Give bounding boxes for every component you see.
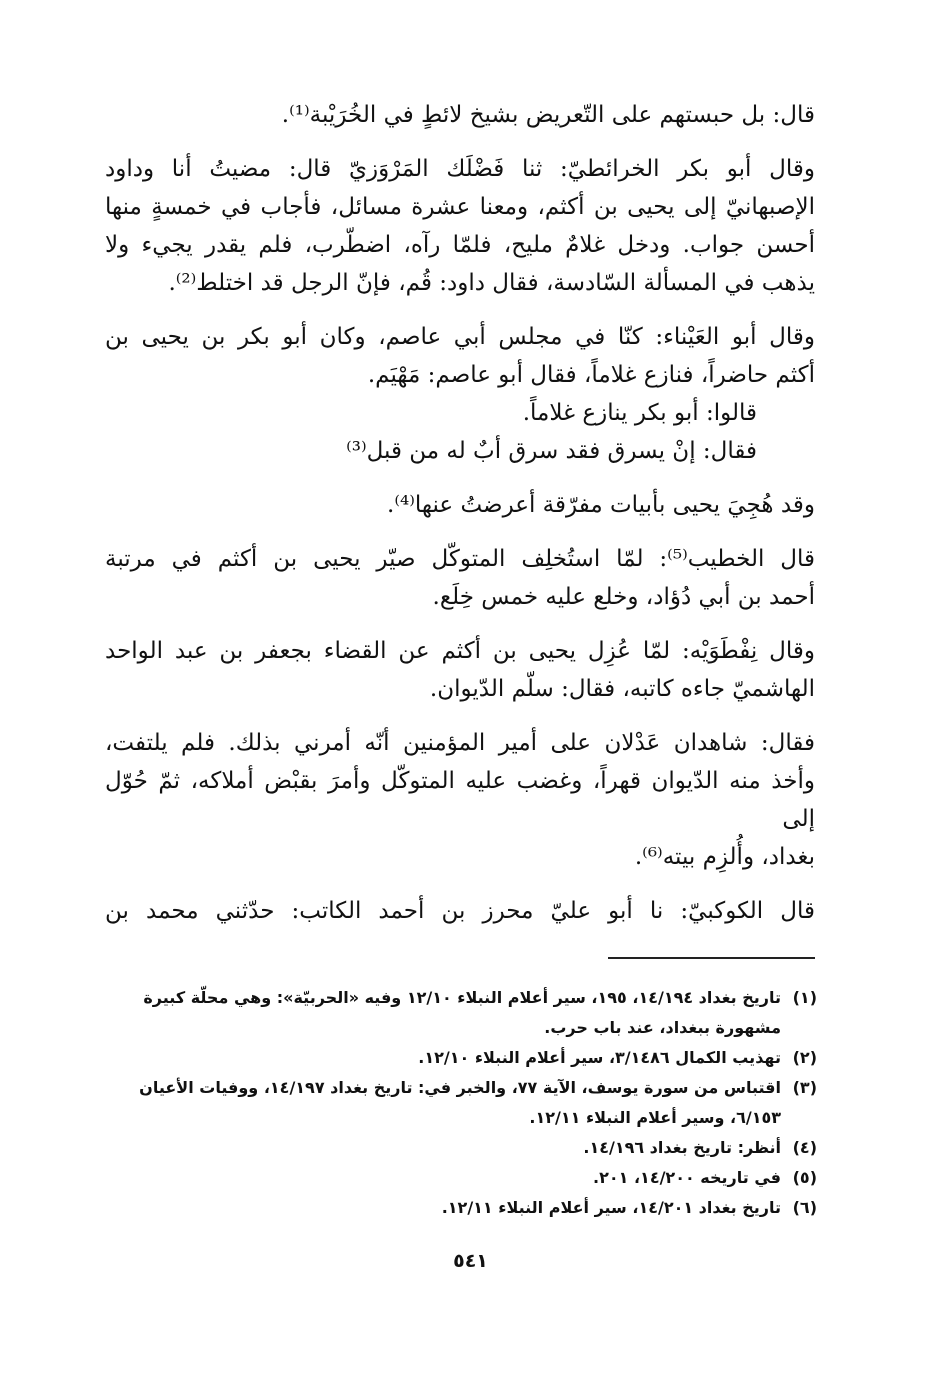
text-line: الهاشميّ جاءه كاتبه، فقال: سلّم الدّيوان. — [429, 676, 815, 702]
footnote-line: ٦/١٥٣، وسير أعلام النبلاء ١٢/١١. — [529, 1108, 781, 1127]
text-line: أحسن جواب. ودخل غلامٌ مليح، فلمّا رآه، اضطّرب، فلم يقدر يجيء ولا — [105, 232, 815, 258]
footnote-3 — [105, 1073, 817, 1133]
footnote-5 — [105, 1163, 817, 1193]
paragraph-4 — [105, 486, 815, 524]
paragraph-7 — [105, 724, 815, 876]
footnote-number: (٣) — [792, 1078, 817, 1097]
text-line: قال الكوكبيّ: نا أبو عليّ محرز بن أحمد الكاتب: حدّثني محمد بن — [105, 898, 815, 924]
footnote-line: أنظر: تاريخ بغداد ١٤/١٩٦. — [583, 1138, 781, 1157]
text-line: أكثم حاضراً، فنازع غلاماً، فقال أبو عاصم: مَهْيَم. — [367, 362, 815, 388]
footnote-line: تهذيب الكمال ٣/١٤٨٦، سير أعلام النبلاء ١٢/١٠. — [418, 1048, 781, 1067]
text-line: الإصبهانيّ إلى يحيى بن أكثم، ومعنا عشرة مسائل، فأجاب في خمسةٍ منها — [105, 194, 815, 220]
text-line: أحمد بن أبي دُؤاد، وخلع عليه خمس خِلَع. — [432, 584, 815, 610]
text-line: وقال أبو بكر الخرائطيّ: ثنا فَضْلَك المَرْوَزيّ قال: مضيتُ أنا وداود — [105, 156, 815, 182]
footnote-text — [105, 983, 781, 1043]
footnote-number: (٥) — [792, 1168, 817, 1187]
text-line: فقال: شاهدان عَدْلان على أمير المؤمنين أنّه أمرني بذلك. فلم يلتفت، — [105, 730, 815, 756]
footnote-number: (١) — [792, 988, 817, 1007]
text-line: قال: بل حبستهم على التّعريض بشيخ لائطٍ في الخُرَيْبة⁽¹⁾. — [281, 102, 815, 128]
footnote-text — [105, 1193, 781, 1223]
footnote-4 — [105, 1133, 817, 1163]
text-line: وقد هُجِيَ يحيى بأبيات مفرّقة أعرضتُ عنها⁽⁴⁾. — [387, 492, 815, 518]
footnote-1 — [105, 983, 817, 1043]
footnote-line: في تاريخه ١٤/٢٠٠، ٢٠١. — [593, 1168, 781, 1187]
paragraph-1 — [105, 96, 815, 134]
paragraph-6 — [105, 632, 815, 708]
main-text — [105, 96, 815, 946]
footnote-number: (٦) — [792, 1198, 817, 1217]
paragraph-3 — [105, 318, 815, 470]
footnote-separator — [608, 957, 815, 959]
footnote-text — [105, 1073, 781, 1133]
footnote-line: مشهورة ببغداد، عند باب حرب. — [544, 1018, 781, 1037]
text-line: قال الخطيب⁽⁵⁾: لمّا استُخلِف المتوكّل صيّر يحيى بن أكثم في مرتبة — [105, 546, 816, 572]
verse-line: قالوا: أبو بكر ينازع غلاماً. — [522, 400, 757, 426]
footnote-line: اقتباس من سورة يوسف، الآية ٧٧، والخبر في: تاريخ بغداد ١٤/١٩٧، ووفيات الأعيان — [139, 1078, 781, 1097]
text-line: وأخذ منه الدّيوان قهراً، وغضب عليه المتوكّل وأمرَ بقبْض أملاكه، ثمّ حُوّل إلى — [105, 768, 815, 832]
footnote-number: (٤) — [792, 1138, 817, 1157]
text-line: وقال نِفْطَوَيْه: لمّا عُزِل يحيى بن أكثم عن القضاء بجعفر بن عبد الواحد — [105, 638, 815, 664]
paragraph-8 — [105, 892, 815, 930]
text-line: يذهب في المسألة السّادسة، فقال داود: قُم، فإنّ الرجل قد اختلط⁽²⁾. — [168, 270, 815, 296]
footnotes — [105, 983, 817, 1223]
paragraph-2 — [105, 150, 815, 302]
page-number: ٥٤١ — [453, 1250, 488, 1272]
footnote-number: (٢) — [792, 1048, 817, 1067]
footnote-text — [105, 1133, 781, 1163]
footnote-line: تاريخ بغداد ١٤/١٩٤، ١٩٥، سير أعلام النبلاء ١٢/١٠ وفيه «الحربيّة»: وهي محلّة كبيرة — [143, 988, 781, 1007]
text-line: وقال أبو العَيْناء: كنّا في مجلس أبي عاصم، وكان أبو بكر بن يحيى بن — [105, 324, 815, 350]
footnote-6 — [105, 1193, 817, 1223]
footnote-text — [105, 1043, 781, 1073]
footnote-text — [105, 1163, 781, 1193]
text-line: بغداد، وأُلزِم بيته⁽⁶⁾. — [634, 844, 815, 870]
paragraph-5 — [105, 540, 815, 616]
verse-line: فقال: إنْ يسرق فقد سرق أبٌ له من قبل⁽³⁾ — [346, 438, 757, 464]
footnote-line: تاريخ بغداد ١٤/٢٠١، سير أعلام النبلاء ١٢/١١. — [441, 1198, 781, 1217]
footnote-2 — [105, 1043, 817, 1073]
